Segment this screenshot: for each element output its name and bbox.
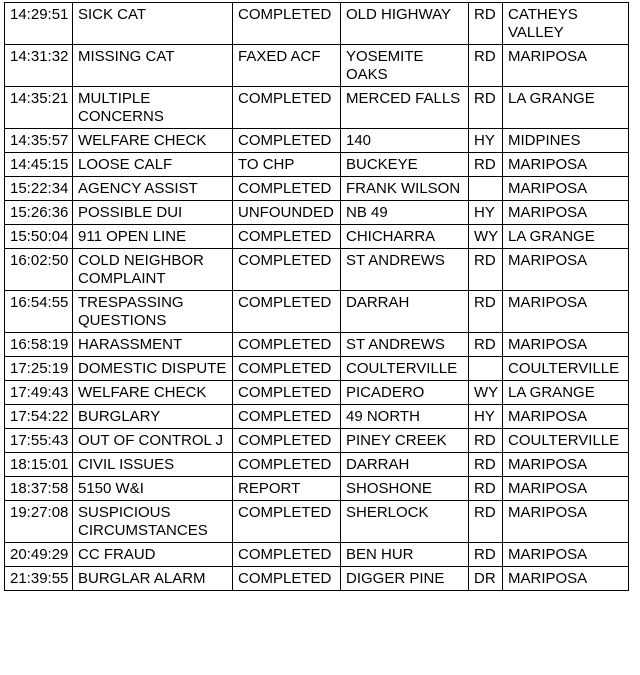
cell-nature: WELFARE CHECK — [73, 381, 233, 405]
cell-disposition: COMPLETED — [233, 453, 341, 477]
cell-time: 19:27:08 — [5, 501, 73, 543]
cell-disposition: REPORT — [233, 477, 341, 501]
table-row — [5, 201, 629, 225]
cell-city: LA GRANGE — [503, 225, 629, 249]
cell-time: 14:35:57 — [5, 129, 73, 153]
cell-street: ST ANDREWS — [341, 333, 469, 357]
cell-nature: MISSING CAT — [73, 45, 233, 87]
cell-street: NB 49 — [341, 201, 469, 225]
cell-disposition: COMPLETED — [233, 177, 341, 201]
cell-nature: MULTIPLE CONCERNS — [73, 87, 233, 129]
cell-city: MARIPOSA — [503, 477, 629, 501]
cell-time: 14:35:21 — [5, 87, 73, 129]
table-row — [5, 291, 629, 333]
cell-nature: LOOSE CALF — [73, 153, 233, 177]
cell-disposition: COMPLETED — [233, 381, 341, 405]
cell-nature: COLD NEIGHBOR COMPLAINT — [73, 249, 233, 291]
cell-disposition: COMPLETED — [233, 291, 341, 333]
cell-disposition: COMPLETED — [233, 429, 341, 453]
cell-street: PINEY CREEK — [341, 429, 469, 453]
table-row — [5, 45, 629, 87]
cell-time: 16:02:50 — [5, 249, 73, 291]
table-row — [5, 225, 629, 249]
cell-city: MIDPINES — [503, 129, 629, 153]
cell-time: 14:31:32 — [5, 45, 73, 87]
cell-street: SHERLOCK — [341, 501, 469, 543]
cell-nature: WELFARE CHECK — [73, 129, 233, 153]
cell-city: COULTERVILLE — [503, 357, 629, 381]
cell-street: 49 NORTH — [341, 405, 469, 429]
table-row — [5, 153, 629, 177]
cell-disposition: COMPLETED — [233, 543, 341, 567]
cell-city: MARIPOSA — [503, 567, 629, 591]
cell-disposition: UNFOUNDED — [233, 201, 341, 225]
cell-nature: CIVIL ISSUES — [73, 453, 233, 477]
cell-street: 140 — [341, 129, 469, 153]
table-row — [5, 357, 629, 381]
table-row — [5, 87, 629, 129]
table-row — [5, 453, 629, 477]
table-row — [5, 381, 629, 405]
cell-city: MARIPOSA — [503, 333, 629, 357]
cell-time: 14:29:51 — [5, 3, 73, 45]
cell-nature: SICK CAT — [73, 3, 233, 45]
table-row — [5, 477, 629, 501]
cell-time: 17:49:43 — [5, 381, 73, 405]
cell-street-type: HY — [469, 405, 503, 429]
cell-street-type: RD — [469, 249, 503, 291]
cell-time: 17:25:19 — [5, 357, 73, 381]
cell-street: DARRAH — [341, 453, 469, 477]
cell-street: PICADERO — [341, 381, 469, 405]
cell-street-type: RD — [469, 333, 503, 357]
cell-city: MARIPOSA — [503, 453, 629, 477]
cell-street-type: RD — [469, 543, 503, 567]
table-row — [5, 501, 629, 543]
cell-city: MARIPOSA — [503, 45, 629, 87]
cell-time: 17:54:22 — [5, 405, 73, 429]
cell-street-type — [469, 177, 503, 201]
cell-disposition: COMPLETED — [233, 87, 341, 129]
cell-city: MARIPOSA — [503, 543, 629, 567]
cell-street-type: RD — [469, 453, 503, 477]
cell-street-type: HY — [469, 201, 503, 225]
cell-nature: BURGLAR ALARM — [73, 567, 233, 591]
cell-nature: HARASSMENT — [73, 333, 233, 357]
cell-nature: OUT OF CONTROL J — [73, 429, 233, 453]
cell-street: COULTERVILLE — [341, 357, 469, 381]
table-row — [5, 177, 629, 201]
cell-nature: AGENCY ASSIST — [73, 177, 233, 201]
cell-street: YOSEMITE OAKS — [341, 45, 469, 87]
cell-street: FRANK WILSON — [341, 177, 469, 201]
cell-nature: 5150 W&I — [73, 477, 233, 501]
cell-street-type: RD — [469, 477, 503, 501]
cell-street: MERCED FALLS — [341, 87, 469, 129]
cell-time: 20:49:29 — [5, 543, 73, 567]
cell-street-type: HY — [469, 129, 503, 153]
cell-nature: CC FRAUD — [73, 543, 233, 567]
cell-time: 17:55:43 — [5, 429, 73, 453]
cell-city: MARIPOSA — [503, 501, 629, 543]
table-row — [5, 333, 629, 357]
cell-time: 16:54:55 — [5, 291, 73, 333]
cell-nature: POSSIBLE DUI — [73, 201, 233, 225]
call-log-table — [4, 2, 629, 591]
cell-disposition: COMPLETED — [233, 249, 341, 291]
cell-disposition: COMPLETED — [233, 129, 341, 153]
cell-street: BEN HUR — [341, 543, 469, 567]
cell-disposition: COMPLETED — [233, 333, 341, 357]
table-row — [5, 3, 629, 45]
cell-time: 14:45:15 — [5, 153, 73, 177]
cell-city: MARIPOSA — [503, 177, 629, 201]
cell-street-type: RD — [469, 501, 503, 543]
cell-disposition: COMPLETED — [233, 405, 341, 429]
table-row — [5, 429, 629, 453]
table-row — [5, 249, 629, 291]
cell-time: 18:15:01 — [5, 453, 73, 477]
call-log-body — [5, 3, 629, 591]
cell-city: COULTERVILLE — [503, 429, 629, 453]
cell-street: OLD HIGHWAY — [341, 3, 469, 45]
cell-disposition: COMPLETED — [233, 501, 341, 543]
cell-time: 18:37:58 — [5, 477, 73, 501]
cell-street: ST ANDREWS — [341, 249, 469, 291]
cell-city: MARIPOSA — [503, 201, 629, 225]
cell-street-type — [469, 357, 503, 381]
cell-street: DARRAH — [341, 291, 469, 333]
cell-city: LA GRANGE — [503, 381, 629, 405]
cell-street-type: RD — [469, 87, 503, 129]
cell-street: CHICHARRA — [341, 225, 469, 249]
cell-nature: DOMESTIC DISPUTE — [73, 357, 233, 381]
cell-street-type: DR — [469, 567, 503, 591]
cell-time: 15:22:34 — [5, 177, 73, 201]
cell-city: MARIPOSA — [503, 153, 629, 177]
table-row — [5, 567, 629, 591]
cell-city: CATHEYS VALLEY — [503, 3, 629, 45]
cell-nature: BURGLARY — [73, 405, 233, 429]
cell-disposition: COMPLETED — [233, 357, 341, 381]
cell-nature: 911 OPEN LINE — [73, 225, 233, 249]
cell-time: 15:50:04 — [5, 225, 73, 249]
cell-time: 16:58:19 — [5, 333, 73, 357]
cell-street-type: WY — [469, 381, 503, 405]
cell-street: DIGGER PINE — [341, 567, 469, 591]
cell-street-type: RD — [469, 153, 503, 177]
cell-disposition: COMPLETED — [233, 3, 341, 45]
table-row — [5, 129, 629, 153]
table-row — [5, 543, 629, 567]
cell-street: BUCKEYE — [341, 153, 469, 177]
cell-street-type: RD — [469, 429, 503, 453]
cell-city: LA GRANGE — [503, 87, 629, 129]
cell-nature: TRESPASSING QUESTIONS — [73, 291, 233, 333]
cell-city: MARIPOSA — [503, 249, 629, 291]
cell-disposition: COMPLETED — [233, 567, 341, 591]
cell-street-type: WY — [469, 225, 503, 249]
cell-disposition: COMPLETED — [233, 225, 341, 249]
cell-street-type: RD — [469, 3, 503, 45]
cell-city: MARIPOSA — [503, 291, 629, 333]
cell-time: 15:26:36 — [5, 201, 73, 225]
cell-nature: SUSPICIOUS CIRCUMSTANCES — [73, 501, 233, 543]
cell-city: MARIPOSA — [503, 405, 629, 429]
cell-disposition: FAXED ACF — [233, 45, 341, 87]
cell-street-type: RD — [469, 291, 503, 333]
cell-street: SHOSHONE — [341, 477, 469, 501]
cell-time: 21:39:55 — [5, 567, 73, 591]
cell-street-type: RD — [469, 45, 503, 87]
table-row — [5, 405, 629, 429]
cell-disposition: TO CHP — [233, 153, 341, 177]
